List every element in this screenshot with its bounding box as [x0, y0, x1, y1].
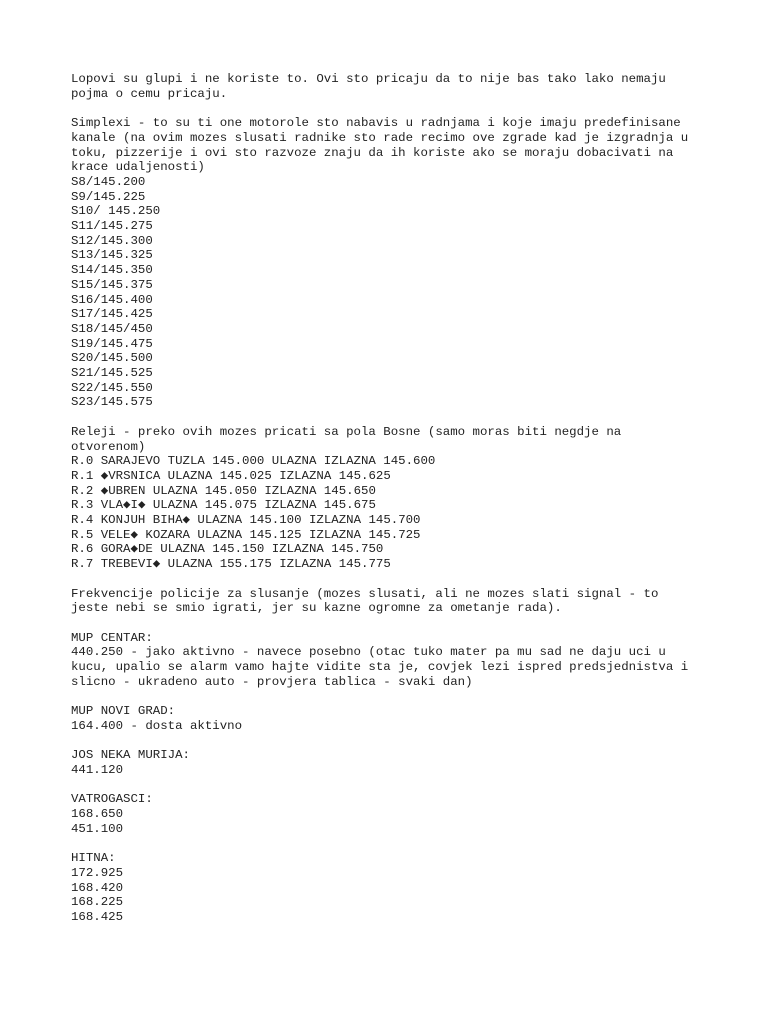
text-line: R.0 SARAJEVO TUZLA 145.000 ULAZNA IZLAZNA 145.600 — [71, 454, 436, 469]
paragraph-simplexi — [71, 116, 751, 410]
text-line: S20/145.500 — [71, 351, 153, 366]
text-line: R.3 VLA◆I◆ ULAZNA 145.075 IZLAZNA 145.675 — [71, 498, 376, 513]
text-line: S18/145/450 — [71, 321, 153, 336]
text-line: S15/145.375 — [71, 277, 153, 292]
text-line: R.4 KONJUH BIHA◆ ULAZNA 145.100 IZLAZNA 145.700 — [71, 513, 421, 528]
paragraph-jos-neka-murija — [71, 748, 751, 777]
text-line: S19/145.475 — [71, 336, 153, 351]
text-line: jeste nebi se smio igrati, jer su kazne ogromne za ometanje rada). — [71, 601, 562, 616]
text-line: S9/145.225 — [71, 189, 146, 204]
text-line: 168.225 — [71, 895, 124, 910]
text-line: toku, pizzerije i ovi sto razvoze znaju da ih koriste ako se moraju dobacivati na — [71, 145, 674, 160]
text-line: 172.925 — [71, 865, 124, 880]
text-line: 168.420 — [71, 880, 124, 895]
text-line: S21/145.525 — [71, 366, 153, 381]
paragraph-vatrogasci — [71, 792, 751, 836]
paragraph-frekvencije — [71, 587, 751, 616]
text-line: S11/145.275 — [71, 219, 153, 234]
text-line: 441.120 — [71, 762, 124, 777]
text-line: pojma o cemu pricaju. — [71, 86, 228, 101]
text-line: R.5 VELE◆ KOZARA ULAZNA 145.125 IZLAZNA 145.725 — [71, 527, 421, 542]
text-line: MUP NOVI GRAD: — [71, 704, 176, 719]
text-line: Lopovi su glupi i ne koriste to. Ovi sto pricaju da to nije bas tako lako nemaju — [71, 72, 666, 86]
text-line: 168.650 — [71, 807, 124, 822]
text-line: S13/145.325 — [71, 248, 153, 263]
text-line: S22/145.550 — [71, 380, 153, 395]
text-line: 440.250 - jako aktivno - navece posebno (otac tuko mater pa mu sad ne daju uci u — [71, 645, 666, 660]
text-line: S23/145.575 — [71, 395, 153, 410]
text-line: VATROGASCI: — [71, 792, 153, 807]
text-line: S16/145.400 — [71, 292, 153, 307]
text-line: S8/145.200 — [71, 174, 146, 189]
paragraph-intro — [71, 72, 751, 101]
text-line: S12/145.300 — [71, 233, 153, 248]
text-line: MUP CENTAR: — [71, 630, 153, 645]
text-line: slicno - ukradeno auto - provjera tablica - svaki dan) — [71, 674, 473, 689]
text-line: R.2 ◆UBREN ULAZNA 145.050 IZLAZNA 145.650 — [71, 483, 376, 498]
document-body — [71, 72, 751, 939]
text-line: R.6 GORA◆DE ULAZNA 145.150 IZLAZNA 145.750 — [71, 542, 384, 557]
text-line: R.7 TREBEVI◆ ULAZNA 155.175 IZLAZNA 145.775 — [71, 557, 391, 572]
text-line: 164.400 - dosta aktivno — [71, 718, 243, 733]
text-line: 451.100 — [71, 821, 124, 836]
text-line: S10/ 145.250 — [71, 204, 161, 219]
text-line: S17/145.425 — [71, 307, 153, 322]
text-line: Simplexi - to su ti one motorole sto nabavis u radnjama i koje imaju predefinisane — [71, 116, 681, 131]
text-line: Releji - preko ovih mozes pricati sa pola Bosne (samo moras biti negdje na — [71, 424, 622, 439]
text-line: Frekvencije policije za slusanje (mozes slusati, ali ne mozes slati signal - to — [71, 586, 659, 601]
text-line: krace udaljenosti) — [71, 160, 205, 175]
paragraph-mup-novi-grad — [71, 704, 751, 733]
text-line: S14/145.350 — [71, 263, 153, 278]
paragraph-mup-centar — [71, 631, 751, 690]
text-line: HITNA: — [71, 851, 116, 866]
text-line: R.1 ◆VRSNICA ULAZNA 145.025 IZLAZNA 145.625 — [71, 468, 391, 483]
text-line: kucu, upalio se alarm vamo hajte vidite sta je, covjek lezi ispred predsjednistva i — [71, 660, 689, 675]
text-line: otvorenom) — [71, 439, 146, 454]
text-line: kanale (na ovim mozes slusati radnike sto rade recimo ove zgrade kad je izgradnja u — [71, 130, 689, 145]
text-line: JOS NEKA MURIJA: — [71, 748, 190, 763]
paragraph-releji — [71, 425, 751, 572]
text-line: 168.425 — [71, 909, 124, 924]
paragraph-hitna — [71, 851, 751, 925]
